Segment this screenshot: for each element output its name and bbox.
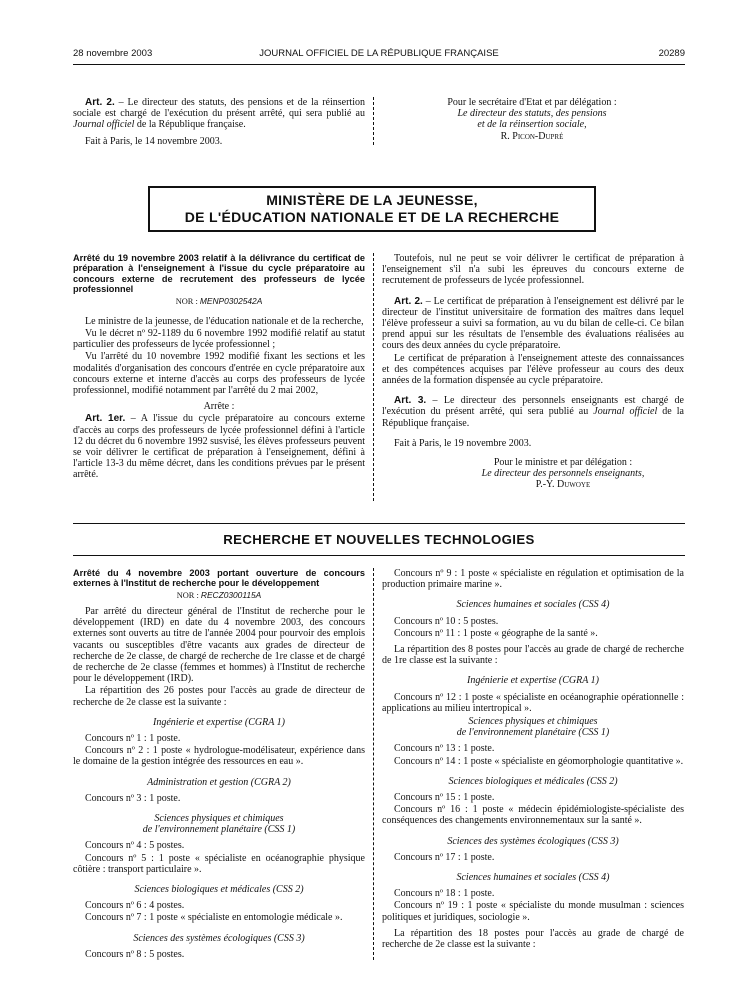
running-header <box>73 48 685 62</box>
previous-article-2: Art. 2. – Le directeur des statuts, des pensions et de la réinsertion sociale est chargé de l'exécution du présent arrêté, qui sera publié au Journal officiel de la République française. <box>73 97 365 131</box>
signatory-name: P.-Y. Duwoye <box>535 479 591 491</box>
previous-fait: Fait à Paris, le 14 novembre 2003. <box>85 135 223 147</box>
arrete-1-article-1: Art. 1er. – A l'issue du cycle préparatoire au concours externe d'accès au corps des professeurs de lycée professionnel défini à l'article 12 du décret du 6 novembre 1992 susvisé, les élèves professeurs peuvent se voir délivrer le certificat de préparation à l'enseignement, défini à l'article 13-3 du même décret, dans les conditions prévues par le présent arrêté. <box>73 413 365 481</box>
arrete-1-left: Arrêté du 19 novembre 2003 relatif à la délivrance du certificat de préparation à l'enseignement à l'issue du cycle préparatoire au concours externe de recrutement des professeurs de lycée professionnel NOR : MENP0302542A Le ministre de la jeunesse, de l'éducation nationale et de la recherche, Vu le décret nº 92-1189 du 6 novembre 1992 modifié relatif au statut particulier des professeurs de lycée professionnel ; Vu l'arrêté du 10 novembre 1992 modifié fixant les sections et les modalités d'organisation des concours d'entrée en cycle préparatoire aux concours externe et interne d'accès au corps des professeurs de lycée professionnel, modifié notamment par l'arrêté du 2 mai 2002, Arrête : Art. 1er. – A l'issue du cycle préparatoire au concours externe d'accès au corps des professeurs de lycée professionnel défini à l'article 12 du décret du 6 novembre 1992 susvisé, les élèves professeurs peuvent se voir délivrer le certificat de préparation à l'enseignement, défini à l'article 13-3 du même décret, dans les conditions prévues par le présent arrêté. <box>73 253 365 481</box>
column-divider <box>373 568 374 960</box>
arrete-1-fait: Fait à Paris, le 19 novembre 2003. <box>394 437 532 449</box>
section-title: Sciences physiques et chimiques <box>154 813 284 825</box>
arrete-1-right: Toutefois, nul ne peut se voir délivrer le certificat de préparation à l'enseignement s'il n'a subi les épreuves du concours externe de recrutement de professeurs de lycée professionnel. Art. 2. – Le certificat de préparation à l'enseignement est délivré par le directeur de l'institut universitaire de formation des maîtres dans lequel l'élève professeur a suivi sa formation, au vu du bilan de celle-ci. Ce bilan prend appui sur les résultats de l'ensemble des évaluations réalisées au cours des deux années du cycle préparatoire. Le certificat de préparation à l'enseignement atteste des connaissances et des compétences acquises par l'élève professeur au cours des deux années de la formation dispensée au cycle préparatoire. Art. 3. – Le directeur des personnels enseignants est chargé de l'exécution du présent arrêté, qui sera publié au Journal officiel de la République française. Fait à Paris, le 19 novembre 2003. Pour le ministre et par délégation : Le directeur des personnels enseignants, P.-Y. Duwoye <box>382 253 684 491</box>
header-rule <box>73 64 685 65</box>
section-title: Sciences biologiques et médicales (CSS 2) <box>448 775 618 787</box>
arrete-1-nor: NOR : MENP0302542A <box>175 295 263 306</box>
section-title: Sciences biologiques et médicales (CSS 2) <box>134 884 304 896</box>
section-title: Sciences humaines et sociales (CSS 4) <box>456 599 610 611</box>
arrete-1-article-2: Art. 2. – Le certificat de préparation à l'enseignement est délivré par le directeur de l'institut universitaire de formation des maîtres dans lequel l'élève professeur a suivi sa formation, au vu du bilan de celle-ci. Ce bilan prend appui sur les résultats de l'ensemble des évaluations réalisées au cours des deux années du cycle préparatoire. <box>382 295 684 352</box>
previous-signature: Pour le secrétaire d'Etat et par délégation : Le directeur des statuts, des pensions et de la réinsertion sociale, R. Picon-Dupré <box>382 97 682 142</box>
arrete-1-signature: Pour le ministre et par délégation : Le directeur des personnels enseignants, P.-Y. Duwoye <box>382 457 684 491</box>
arrete-2-title: Arrêté du 4 novembre 2003 portant ouverture de concours externes à l'Institut de recherche pour le développement <box>73 568 365 589</box>
previous-arrete-end <box>73 97 365 147</box>
section-title: Sciences des systèmes écologiques (CSS 3) <box>447 835 619 847</box>
section-title: Administration et gestion (CGRA 2) <box>147 776 291 788</box>
arrete-1-arrete: Arrête : <box>203 401 235 413</box>
section-title: Sciences des systèmes écologiques (CSS 3) <box>133 932 305 944</box>
section-title: Sciences humaines et sociales (CSS 4) <box>456 872 610 884</box>
section-title: Ingénierie et expertise (CGRA 1) <box>467 675 599 687</box>
arrete-2-nor: NOR : RECZ0300115A <box>176 589 262 600</box>
arrete-2-left: Arrêté du 4 novembre 2003 portant ouverture de concours externes à l'Institut de recherche pour le développement NOR : RECZ0300115A Par arrêté du directeur général de l'Institut de recherche pour le développement (IRD) en date du 4 novembre 2003, des concours externes sont ouverts au titre de l'année 2004 pour pourvoir des emplois vacants ou susceptibles d'être vacants aux grades de directeur de recherche de 2e classe, de chargé de recherche de 1re classe et de chargé de recherche de 2e classe (femmes et hommes) à l'Institut de recherche pour le développement (IRD). La répartition des 26 postes pour l'accès au grade de directeur de recherche de 2e classe est la suivante : Ingénierie et expertise (CGRA 1) Concours nº 1 : 1 poste. Concours nº 2 : 1 poste « hydrologue-modélisateur, expérience dans le domaine de la gestion intégrée des ressources en eau ». Administration et gestion (CGRA 2) Concours nº 3 : 1 poste. Sciences physiques et chimiques de l'environnement planétaire (CSS 1) Concours nº 4 : 5 postes. Concours nº 5 : 1 poste « spécialiste en océanographie physique côtière : transport particulaire ». Sciences biologiques et médicales (CSS 2) Concours nº 6 : 4 postes. Concours nº 7 : 1 poste « spécialiste en entomologie médicale ». Sciences des systèmes écologiques (CSS 3) Concours nº 8 : 5 postes. <box>73 568 365 960</box>
section-heading: RECHERCHE ET NOUVELLES TECHNOLOGIES <box>223 532 535 547</box>
section-title: Ingénierie et expertise (CGRA 1) <box>153 716 285 728</box>
signatory-name: R. Picon-Dupré <box>500 130 564 142</box>
section-title: de l'environnement planétaire (CSS 1) <box>142 824 296 836</box>
column-divider <box>373 97 374 145</box>
issue-date: 28 novembre 2003 <box>73 48 153 59</box>
column-divider <box>373 253 374 501</box>
section-title: de l'environnement planétaire (CSS 1) <box>456 727 610 739</box>
section-rule-top <box>73 523 685 524</box>
journal-title: JOURNAL OFFICIEL DE LA RÉPUBLIQUE FRANÇAISE <box>259 48 499 59</box>
page-number: 20289 <box>658 48 685 59</box>
section-rule-bottom <box>73 555 685 556</box>
arrete-2-right: Concours nº 9 : 1 poste « spécialiste en régulation et optimisation de la production primaire marine ». Sciences humaines et sociales (CSS 4) Concours nº 10 : 5 postes. Concours nº 11 : 1 poste « géographe de la santé ». La répartition des 8 postes pour l'accès au grade de chargé de recherche de 1re classe est la suivante : Ingénierie et expertise (CGRA 1) Concours nº 12 : 1 poste « spécialiste en océanographie opérationnelle : applications au milieu intertropical ». Sciences physiques et chimiques de l'environnement planétaire (CSS 1) Concours nº 13 : 1 poste. Concours nº 14 : 1 poste « spécialiste en géomorphologie quantitative ». Sciences biologiques et médicales (CSS 2) Concours nº 15 : 1 poste. Concours nº 16 : 1 poste « médecin épidémiologiste-spécialiste des conséquences des changements environnementaux sur la santé ». Sciences des systèmes écologiques (CSS 3) Concours nº 17 : 1 poste. Sciences humaines et sociales (CSS 4) Concours nº 18 : 1 poste. Concours nº 19 : 1 poste « spécialiste du monde musulman : sciences politiques et juridiques, sociologie ». La répartition des 18 postes pour l'accès au grade de chargé de recherche de 2e classe est la suivante : <box>382 568 684 951</box>
arrete-1-title: Arrêté du 19 novembre 2003 relatif à la délivrance du certificat de préparation à l'enseignement à l'issue du cycle préparatoire au concours externe de recrutement des professeurs de lycée professionnel <box>73 253 365 295</box>
ministry-heading: MINISTÈRE DE LA JEUNESSE, DE L'ÉDUCATION NATIONALE ET DE LA RECHERCHE <box>148 186 596 232</box>
section-title: Sciences physiques et chimiques <box>468 716 598 728</box>
arrete-1-article-3: Art. 3. – Le directeur des personnels enseignants est chargé de l'exécution du présent arrêté, qui sera publié au Journal officiel de la République française. <box>382 395 684 429</box>
